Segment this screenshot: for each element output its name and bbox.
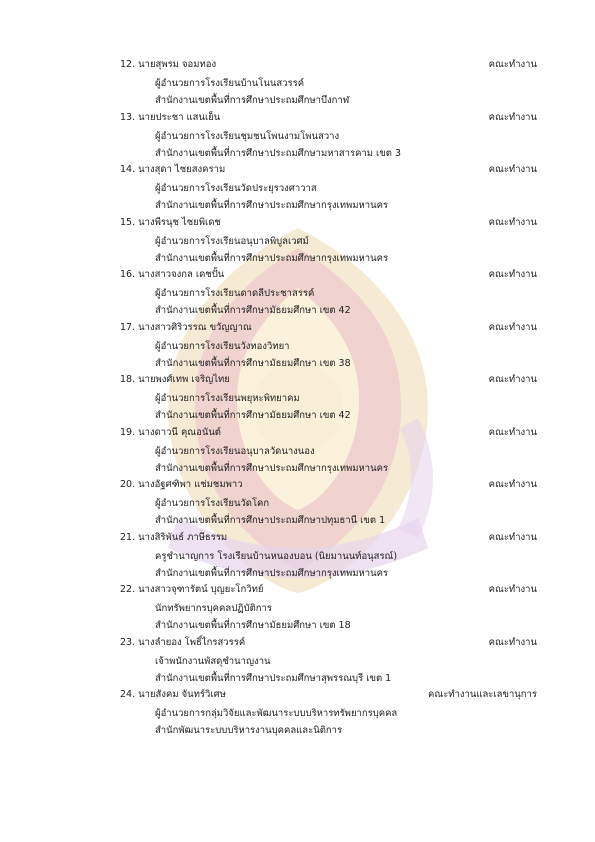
member-name: 12. นายสุพรม จอมทอง — [120, 59, 217, 70]
member-name: 20. นางอัฐศฑิพา แช่มชมพาว — [120, 479, 243, 490]
member-organization: สำนักงานเขตพื้นที่การศึกษามัธยมศึกษา เขต 38 — [155, 357, 351, 369]
list-item — [0, 582, 595, 635]
member-role: คณะทำงาน — [488, 531, 537, 543]
list-item — [0, 687, 595, 740]
member-role: คณะทำงาน — [488, 321, 537, 333]
member-name: 21. นางสิริพันธ์ ภาษีธรรม — [120, 531, 228, 543]
member-organization: สำนักงานเขตพื้นที่การศึกษามัธยมศึกษา เขต 42 — [155, 410, 351, 421]
member-name: 19. นางดาวนี คุณอนันต์ — [120, 426, 221, 438]
list-item — [0, 530, 595, 583]
list-item — [0, 215, 595, 268]
member-position: ผู้อำนวยการโรงเรียนอนุบาลพิบูลเวศม์ — [155, 235, 309, 247]
member-position: ผู้อำนวยการโรงเรียนชุมชนโพนงามโพนสวาง — [155, 130, 340, 142]
member-role: คณะทำงาน — [488, 374, 537, 385]
list-item — [0, 372, 595, 425]
list-item — [0, 425, 595, 478]
member-position: นักทรัพยากรบุคคลปฏิบัติการ — [155, 603, 272, 614]
member-name: 18. นายพงศ์เทพ เจริญไทย — [120, 374, 230, 385]
member-position: ผู้อำนวยการโรงเรียนอนุบาลวัดนางนอง — [155, 445, 315, 457]
member-name: 13. นายประชา แสนเย็น — [120, 111, 221, 123]
member-name: 15. นางพีรนุช ไชยพิเดช — [120, 216, 221, 228]
member-organization: สำนักงานเขตพื้นที่การศึกษาประถมศึกษากรุงเทพมหานคร — [155, 462, 389, 474]
member-role: คณะทำงาน — [488, 164, 537, 175]
member-organization: สำนักงานเขตพื้นที่การศึกษามัธยมศึกษา เขต 18 — [155, 620, 351, 631]
member-name: 14. นางสุดา ไชยสงคราม — [120, 164, 226, 175]
member-position: ผู้อำนวยการโรงเรียนบ้านโนนสวรรค์ — [155, 78, 305, 89]
member-organization: สำนักพัฒนาระบบบริหารงานบุคคลและนิติการ — [155, 725, 343, 736]
member-position: ผู้อำนวยการโรงเรียนดาดลีประชาสรรค์ — [155, 288, 315, 299]
member-position: ผู้อำนวยการโรงเรียนวัดประยุรวงศาวาส — [155, 183, 317, 194]
member-organization: สำนักงานเขตพื้นที่การศึกษาประถมศึกษาสุพรรณบุรี เขต 1 — [155, 672, 392, 684]
list-item — [0, 635, 595, 688]
member-name: 23. นางลำยอง โพธิ์ไกรสวรรค์ — [120, 636, 246, 648]
list-item — [0, 320, 595, 373]
member-role: คณะทำงาน — [488, 584, 537, 595]
member-role: คณะทำงาน — [488, 636, 537, 648]
member-position: ผู้อำนวยการโรงเรียนพยุหะพิทยาคม — [155, 393, 300, 404]
list-item — [0, 477, 595, 530]
list-item — [0, 162, 595, 215]
member-organization: สำนักงานเขตพื้นที่การศึกษาประถมศึกษามหาสารคาม เขต 3 — [155, 147, 402, 159]
member-organization: สำนักงานเขตพื้นที่การศึกษามัธยมศึกษา เขต 42 — [155, 305, 351, 316]
member-name: 22. นางสาวจุฑารัตน์ บุญยะโกวิทย์ — [120, 584, 264, 595]
member-name: 24. นายสังคม จันทร์วิเศษ — [120, 689, 226, 700]
member-role: คณะทำงาน — [488, 479, 537, 490]
member-role: คณะทำงาน — [488, 59, 537, 70]
member-organization: สำนักงานเขตพื้นที่การศึกษาประถมศึกษากรุงเทพมหานคร — [155, 200, 389, 211]
member-role: คณะทำงาน — [488, 111, 537, 123]
member-organization: สำนักงานเขตพื้นที่การศึกษาประถมศึกษากรุงเทพมหานคร — [155, 252, 389, 264]
member-name: 17. นางสาวศิริวรรณ ขวัญญาณ — [120, 321, 252, 333]
list-item — [0, 57, 595, 110]
member-position: ครูชำนาญการ โรงเรียนบ้านหนองบอน (นิยมานนท์อนุสรณ์) — [155, 550, 398, 562]
member-role: คณะทำงานและเลขานุการ — [428, 689, 537, 700]
member-name: 16. นางสาวจงกล เดชปั้น — [120, 269, 225, 280]
member-position: ผู้อำนวยการโรงเรียนวัดโคก — [155, 498, 270, 509]
member-position: ผู้อำนวยการกลุ่มวิจัยและพัฒนาระบบบริหารทรัพยากรบุคคล — [155, 708, 398, 719]
member-role: คณะทำงาน — [488, 216, 537, 228]
member-position: ผู้อำนวยการโรงเรียนวังทองวิทยา — [155, 340, 290, 352]
member-position: เจ้าพนักงานพัสดุชำนาญงาน — [155, 655, 271, 667]
member-role: คณะทำงาน — [488, 426, 537, 438]
list-item — [0, 110, 595, 163]
list-item — [0, 267, 595, 320]
member-role: คณะทำงาน — [488, 269, 537, 280]
committee-list — [0, 57, 595, 740]
member-organization: สำนักงานเขตพื้นที่การศึกษาประถมศึกษาปทุมธานี เขต 1 — [155, 515, 386, 526]
member-organization: สำนักงานเขตพื้นที่การศึกษาประถมศึกษาบึงกาฬ — [155, 95, 350, 106]
member-organization: สำนักงานเขตพื้นที่การศึกษาประถมศึกษากรุงเทพมหานคร — [155, 567, 389, 579]
